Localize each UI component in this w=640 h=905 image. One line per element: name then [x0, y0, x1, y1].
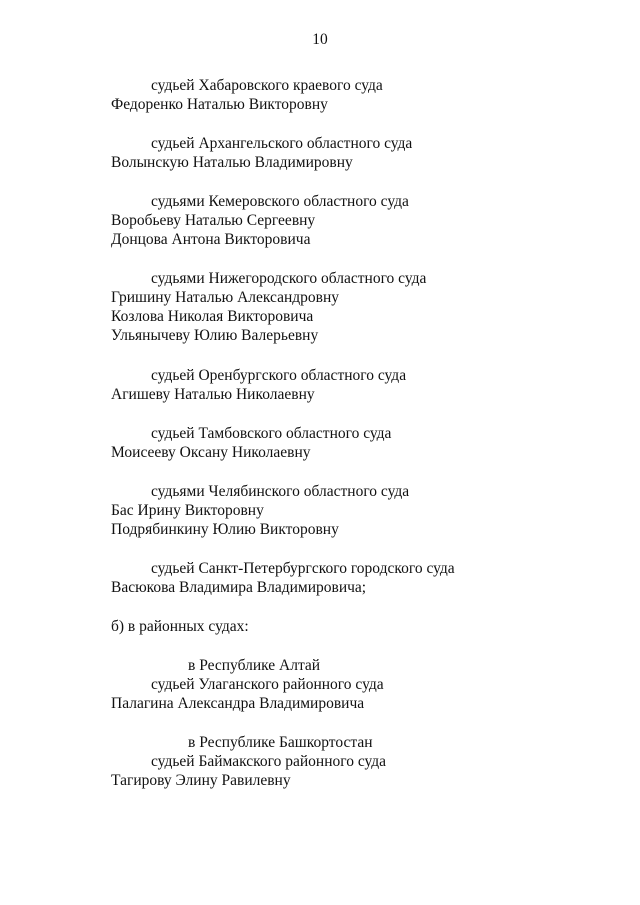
- judge-name: Донцова Антона Викторовича: [111, 231, 311, 248]
- court-line-chelyabinsk: судьями Челябинского областного суда: [151, 483, 410, 500]
- region-line-bashkortostan: в Республике Башкортостан: [188, 734, 373, 751]
- page-number: 10: [312, 31, 328, 48]
- judge-name: Волынскую Наталью Владимировну: [111, 154, 353, 171]
- region-line-altai: в Республике Алтай: [188, 657, 321, 674]
- court-line-khabarovsk: судьей Хабаровского краевого суда: [151, 77, 383, 94]
- court-line-orenburg: судьей Оренбургского областного суда: [151, 367, 407, 384]
- judge-name: Палагина Александра Владимировича: [111, 695, 365, 712]
- judge-name: Агишеву Наталью Николаевну: [111, 386, 315, 403]
- judge-name: Гришину Наталью Александровну: [111, 289, 340, 306]
- court-line-kemerovo: судьями Кемеровского областного суда: [151, 193, 409, 210]
- court-line-tambov: судьей Тамбовского областного суда: [151, 425, 392, 442]
- court-line-nizhny-novgorod: судьями Нижегородского областного суда: [151, 270, 427, 287]
- judge-name: Бас Ирину Викторовну: [111, 502, 264, 519]
- judge-name: Федоренко Наталью Викторовну: [111, 96, 328, 113]
- judge-name: Ульянычеву Юлию Валерьевну: [111, 327, 319, 344]
- section-heading-district-courts: б) в районных судах:: [111, 618, 249, 635]
- judge-name: Воробьеву Наталью Сергеевну: [111, 212, 316, 229]
- judge-name: Васюкова Владимира Владимировича;: [111, 579, 367, 596]
- judge-name: Подрябинкину Юлию Викторовну: [111, 521, 339, 538]
- judge-name: Козлова Николая Викторовича: [111, 308, 314, 325]
- court-line-saint-petersburg: судьей Санкт-Петербургского городского суда: [151, 560, 455, 577]
- court-line-baymak: судьей Баймакского районного суда: [151, 753, 387, 770]
- court-line-ulagan: судьей Улаганского районного суда: [151, 676, 384, 693]
- judge-name: Моисееву Оксану Николаевну: [111, 444, 311, 461]
- judge-name: Тагирову Элину Равилевну: [111, 772, 291, 789]
- court-line-arkhangelsk: судьей Архангельского областного суда: [151, 135, 413, 152]
